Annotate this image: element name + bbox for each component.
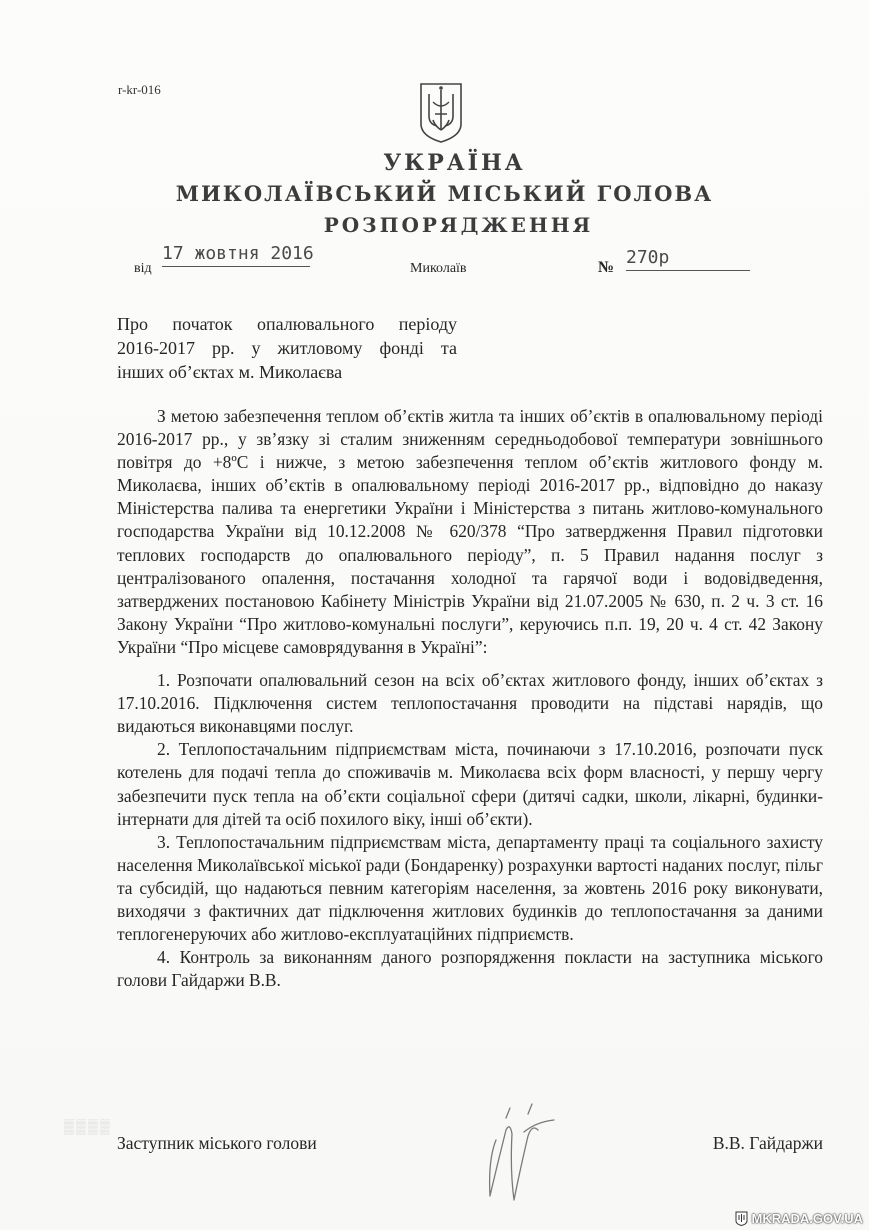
trident-icon xyxy=(735,1211,748,1226)
header-doc-type: РОЗПОРЯДЖЕННЯ xyxy=(323,213,594,237)
order-item-1: 1. Розпочати опалювальний сезон на всіх об’єктах житлового фонду, інших об’єктах з 17.10.2016. Підключення систем теплопостачання проводити на підставі нарядів, що видаються виконавцями послуг. xyxy=(117,670,823,737)
document-number: 270р xyxy=(626,247,750,271)
document-city: Миколаїв xyxy=(410,261,467,276)
number-label: № xyxy=(598,259,615,276)
order-item-4: 4. Контроль за виконанням даного розпорядження покласти на заступника міського голови Гайдаржи В.В. xyxy=(117,947,823,991)
coat-of-arms-icon xyxy=(417,80,465,144)
document-subject xyxy=(117,312,457,384)
subject-line-1: Про початок опалювального періоду xyxy=(117,314,457,334)
subject-line-2: 2016-2017 рр. у житловому фонді та xyxy=(117,338,457,358)
signer-name: В.В. Гайдаржи xyxy=(712,1133,823,1153)
order-item-2: 2. Теплопостачальним підприємствам міста, починаючи з 17.10.2016, розпочати пуск котелень для подачі тепла до споживачів м. Миколаєва всіх форм власності, у першу чергу забезпечити пуск тепла на об’єкти соціальної сфери (дитячі садки, школи, лікарні, будинки-інтернати для дітей та осіб похилого віку, інші об’єкти). xyxy=(117,739,823,829)
site-watermark xyxy=(735,1211,863,1226)
header-country: УКРАЇНА xyxy=(383,150,526,176)
subject-line-3: інших об’єктах м. Миколаєва xyxy=(117,362,343,382)
faint-stamp: ▒▒▒▒ xyxy=(64,1120,112,1135)
date-prefix: від xyxy=(134,261,152,276)
document-body xyxy=(117,405,823,992)
handwritten-signature xyxy=(466,1100,562,1210)
order-item-3: 3. Теплопостачальним підприємствам міста, департаменту праці та соціального захисту населення Миколаївської міської ради (Бондаренку) розрахунки вартості наданих послуг, пільг та субсидій, що надаються певним категоріям населення, за жовтень 2016 року виконувати, виходячи з фактичних дат підключення житлових будинків до теплопостачання за даними теплогенеруючих або житлово-експлуатаційних підприємств. xyxy=(117,831,823,945)
header-office: МИКОЛАЇВСЬКИЙ МІСЬКИЙ ГОЛОВА xyxy=(175,181,714,206)
signer-title: Заступник міського голови xyxy=(117,1133,317,1153)
document-code: r-kr-016 xyxy=(118,82,161,97)
preamble-paragraph: З метою забезпечення теплом об’єктів житла та інших об’єктів в опалювальному періоді 2016-2017 рр., у зв’язку зі сталим зниженням середньодобової температури зовнішнього повітря до +8ºС і нижче, з метою забезпечення теплом об’єктів житлового фонду м. Миколаєва, інших об’єктів в опалювальному періоді 2016-2017 рр., відповідно до наказу Міністерства палива та енергетики України і Міністерства з питань житлово-комунального господарства України від 10.12.2008 № 620/378 “Про затвердження Правил підготовки теплових господарств до опалювального періоду”, п. 5 Правил надання послуг з централізованого опалення, постачання холодної та гарячої води і водовідведення, затверджених постановою Кабінету Міністрів України від 21.07.2005 № 630, п. 2 ч. 3 ст. 16 Закону України “Про житлово-комунальні послуги”, керуючись п.п. 19, 20 ч. 4 ст. 42 Закону України “Про місцеве самоврядування в Україні”: xyxy=(117,406,823,657)
watermark-text: MKRADA.GOV.UA xyxy=(751,1211,863,1226)
document-date: 17 жовтня 2016 xyxy=(162,243,310,267)
